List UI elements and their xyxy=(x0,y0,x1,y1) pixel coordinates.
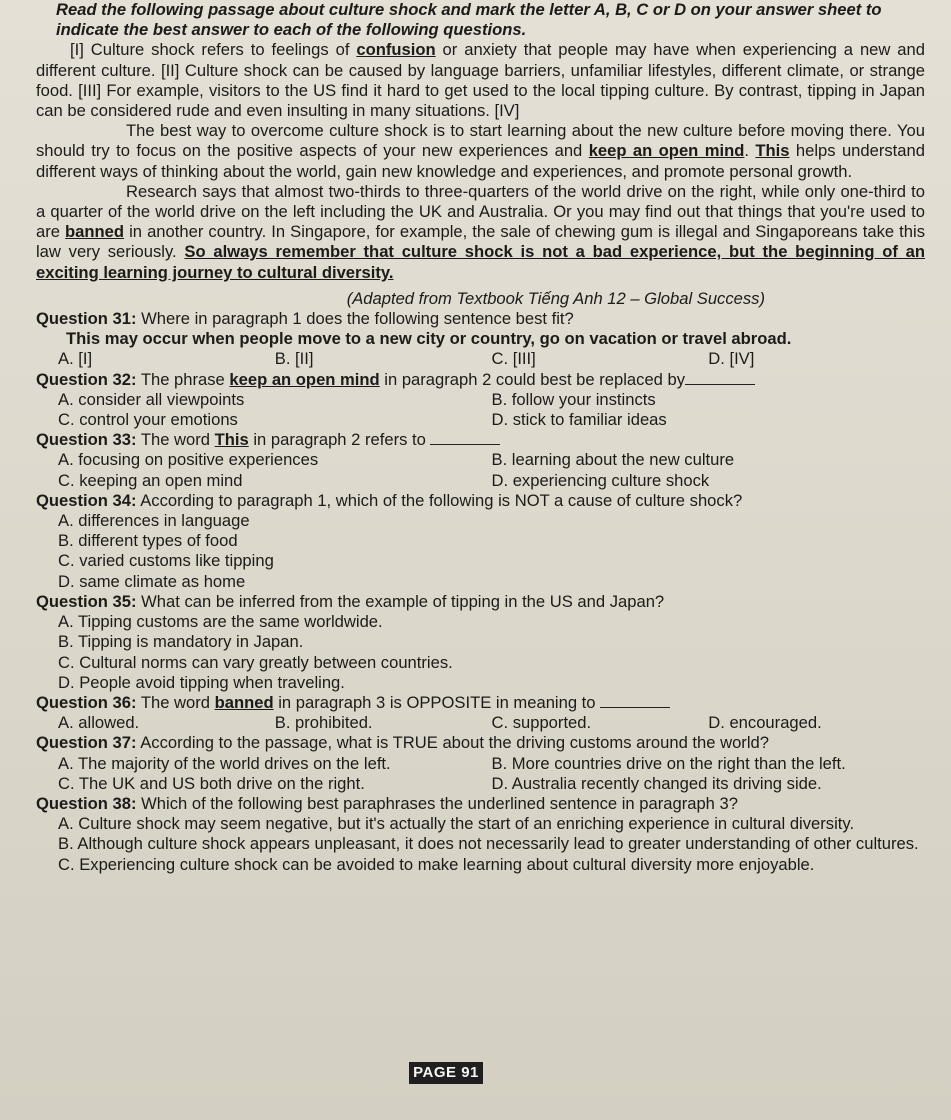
page-number-badge: PAGE 91 xyxy=(409,1062,483,1084)
option-c[interactable]: C. supported. xyxy=(491,713,592,733)
question-31 xyxy=(36,309,925,370)
option-a[interactable]: A. differences in language xyxy=(58,511,250,531)
instruction: Read the following passage about culture shock and mark the letter A, B, C or D on your answer sheet to indicate the best answer to each of the following questions. xyxy=(56,0,882,40)
question-label: Question 32: xyxy=(36,369,137,389)
insert-sentence: This may occur when people move to a new city or country, go on vacation or travel abroad. xyxy=(66,329,792,349)
option-a[interactable]: A. focusing on positive experiences xyxy=(58,450,319,470)
option-a[interactable]: A. consider all viewpoints xyxy=(58,389,245,409)
question-38: Question 38: Which of the following best paraphrases the underlined sentence in paragraph 3? A. Culture shock may seem negative, but it's actually the start of an enriching experience in cultural diversity. B. Although culture shock appears unpleasant, it does not necessarily lead to greater understanding of other cultures. C. Experiencing culture shock can be avoided to make learning about cultural diversity more enjoyable. xyxy=(36,794,925,875)
options-row xyxy=(36,349,925,369)
option-d[interactable]: D. People avoid tipping when traveling. xyxy=(58,672,345,692)
option-b[interactable]: B. Although culture shock appears unpleasant, it does not necessarily lead to greater understanding of other cultures. xyxy=(58,834,919,854)
question-37: Question 37: According to the passage, what is TRUE about the driving customs around the world? A. The majority of the world drives on the left. B. More countries drive on the right than the left. C. The UK and US both drive on the right. D. Australia recently changed its driving side. xyxy=(36,733,925,794)
option-b[interactable]: B. More countries drive on the right than the left. xyxy=(491,753,846,773)
option-a[interactable]: A. Tipping customs are the same worldwide. xyxy=(58,612,383,632)
option-d[interactable]: D. [IV] xyxy=(708,349,755,369)
option-b[interactable]: B. [II] xyxy=(274,349,314,369)
answer-blank xyxy=(685,384,755,385)
question-label: Question 36: xyxy=(36,692,137,712)
question-32: Question 32: The phrase keep an open mind in paragraph 2 could best be replaced by A. consider all viewpoints B. follow your instincts C. control your emotions D. stick to familiar ideas xyxy=(36,370,925,431)
question-label: Question 31: xyxy=(36,309,137,329)
answer-blank xyxy=(600,707,670,708)
option-d[interactable]: D. experiencing culture shock xyxy=(491,470,710,490)
question-34: Question 34: According to paragraph 1, which of the following is NOT a cause of culture shock? A. differences in language B. different types of food C. varied customs like tipping D. same climate as home xyxy=(36,491,925,592)
underlined-this: This xyxy=(755,141,790,161)
option-a[interactable]: A. allowed. xyxy=(58,713,140,733)
option-d[interactable]: D. encouraged. xyxy=(708,713,822,733)
option-b[interactable]: B. different types of food xyxy=(58,531,238,551)
option-d[interactable]: D. same climate as home xyxy=(58,571,246,591)
option-c[interactable]: C. Experiencing culture shock can be avoided to make learning about cultural diversity more enjoyable. xyxy=(58,854,815,874)
option-b[interactable]: B. learning about the new culture xyxy=(491,450,735,470)
question-label: Question 38: xyxy=(36,793,137,813)
option-c[interactable]: C. keeping an open mind xyxy=(58,470,243,490)
option-d[interactable]: D. stick to familiar ideas xyxy=(491,410,667,430)
question-33: Question 33: The word This in paragraph 2 refers to A. focusing on positive experiences B. learning about the new culture C. keeping an open mind D. experiencing culture shock xyxy=(36,430,925,491)
answer-blank xyxy=(430,444,500,445)
underlined-banned: banned xyxy=(65,222,125,242)
option-d[interactable]: D. Australia recently changed its driving side. xyxy=(491,773,822,793)
option-c[interactable]: C. control your emotions xyxy=(58,410,238,430)
option-a[interactable]: A. [I] xyxy=(58,349,93,369)
underlined-sentence: So always remember that culture shock is not a bad experience, but the beginning of an exciting learning journey to cultural diversity. xyxy=(36,242,925,282)
option-b[interactable]: B. prohibited. xyxy=(274,713,373,733)
option-b[interactable]: B. Tipping is mandatory in Japan. xyxy=(58,632,304,652)
question-label: Question 37: xyxy=(36,733,137,753)
option-c[interactable]: C. Cultural norms can vary greatly between countries. xyxy=(58,652,453,672)
option-b[interactable]: B. follow your instincts xyxy=(491,389,656,409)
passage-paragraph-1: [I] Culture shock refers to feelings of confusion or anxiety that people may have when experiencing a new and different culture. [II] Culture shock can be caused by language barriers, unfamiliar lifestyles, different climate, or strange food. [III] For example, visitors to the US find it hard to get used to the local tipping culture. By contrast, tipping in Japan can be considered rude and even insulting in many situations. [IV] xyxy=(36,40,925,121)
option-c[interactable]: C. varied customs like tipping xyxy=(58,551,274,571)
passage-paragraph-2: The best way to overcome culture shock is to start learning about the new culture before moving there. You should try to focus on the positive aspects of your new experiences and keep an open mind. This helps understand different ways of thinking about the world, gain new knowledge and experiences, and promote personal growth. xyxy=(36,121,925,181)
question-label: Question 34: xyxy=(36,490,137,510)
question-36: Question 36: The word banned in paragraph 3 is OPPOSITE in meaning to A. allowed. B. prohibited. C. supported. D. encouraged. xyxy=(36,693,925,733)
option-a[interactable]: A. The majority of the world drives on the left. xyxy=(58,753,391,773)
question-text: Where in paragraph 1 does the following sentence best fit? xyxy=(141,309,574,329)
question-35: Question 35: What can be inferred from the example of tipping in the US and Japan? A. Tipping customs are the same worldwide. B. Tipping is mandatory in Japan. C. Cultural norms can vary greatly between countries. D. People avoid tipping when traveling. xyxy=(36,592,925,693)
option-c[interactable]: C. The UK and US both drive on the right. xyxy=(58,773,365,793)
passage-source: (Adapted from Textbook Tiếng Anh 12 – Global Success) xyxy=(346,288,765,308)
underlined-confusion: confusion xyxy=(356,40,436,60)
option-c[interactable]: C. [III] xyxy=(491,349,536,369)
passage-paragraph-3: Research says that almost two-thirds to three-quarters of the world drive on the right, while only one-third to a quarter of the world drive on the left including the UK and Australia. Or you may find out that things that you're used to are banned in another country. In Singapore, for example, the sale of chewing gum is illegal and Singaporeans take this law very seriously. So always remember that culture shock is not a bad experience, but the beginning of an exciting learning journey to cultural diversity. xyxy=(36,181,926,282)
underlined-keep-an-open-mind: keep an open mind xyxy=(588,141,745,161)
question-label: Question 33: xyxy=(36,430,137,450)
option-a[interactable]: A. Culture shock may seem negative, but it's actually the start of an enriching experience in cultural diversity. xyxy=(58,814,855,834)
question-label: Question 35: xyxy=(36,591,137,611)
